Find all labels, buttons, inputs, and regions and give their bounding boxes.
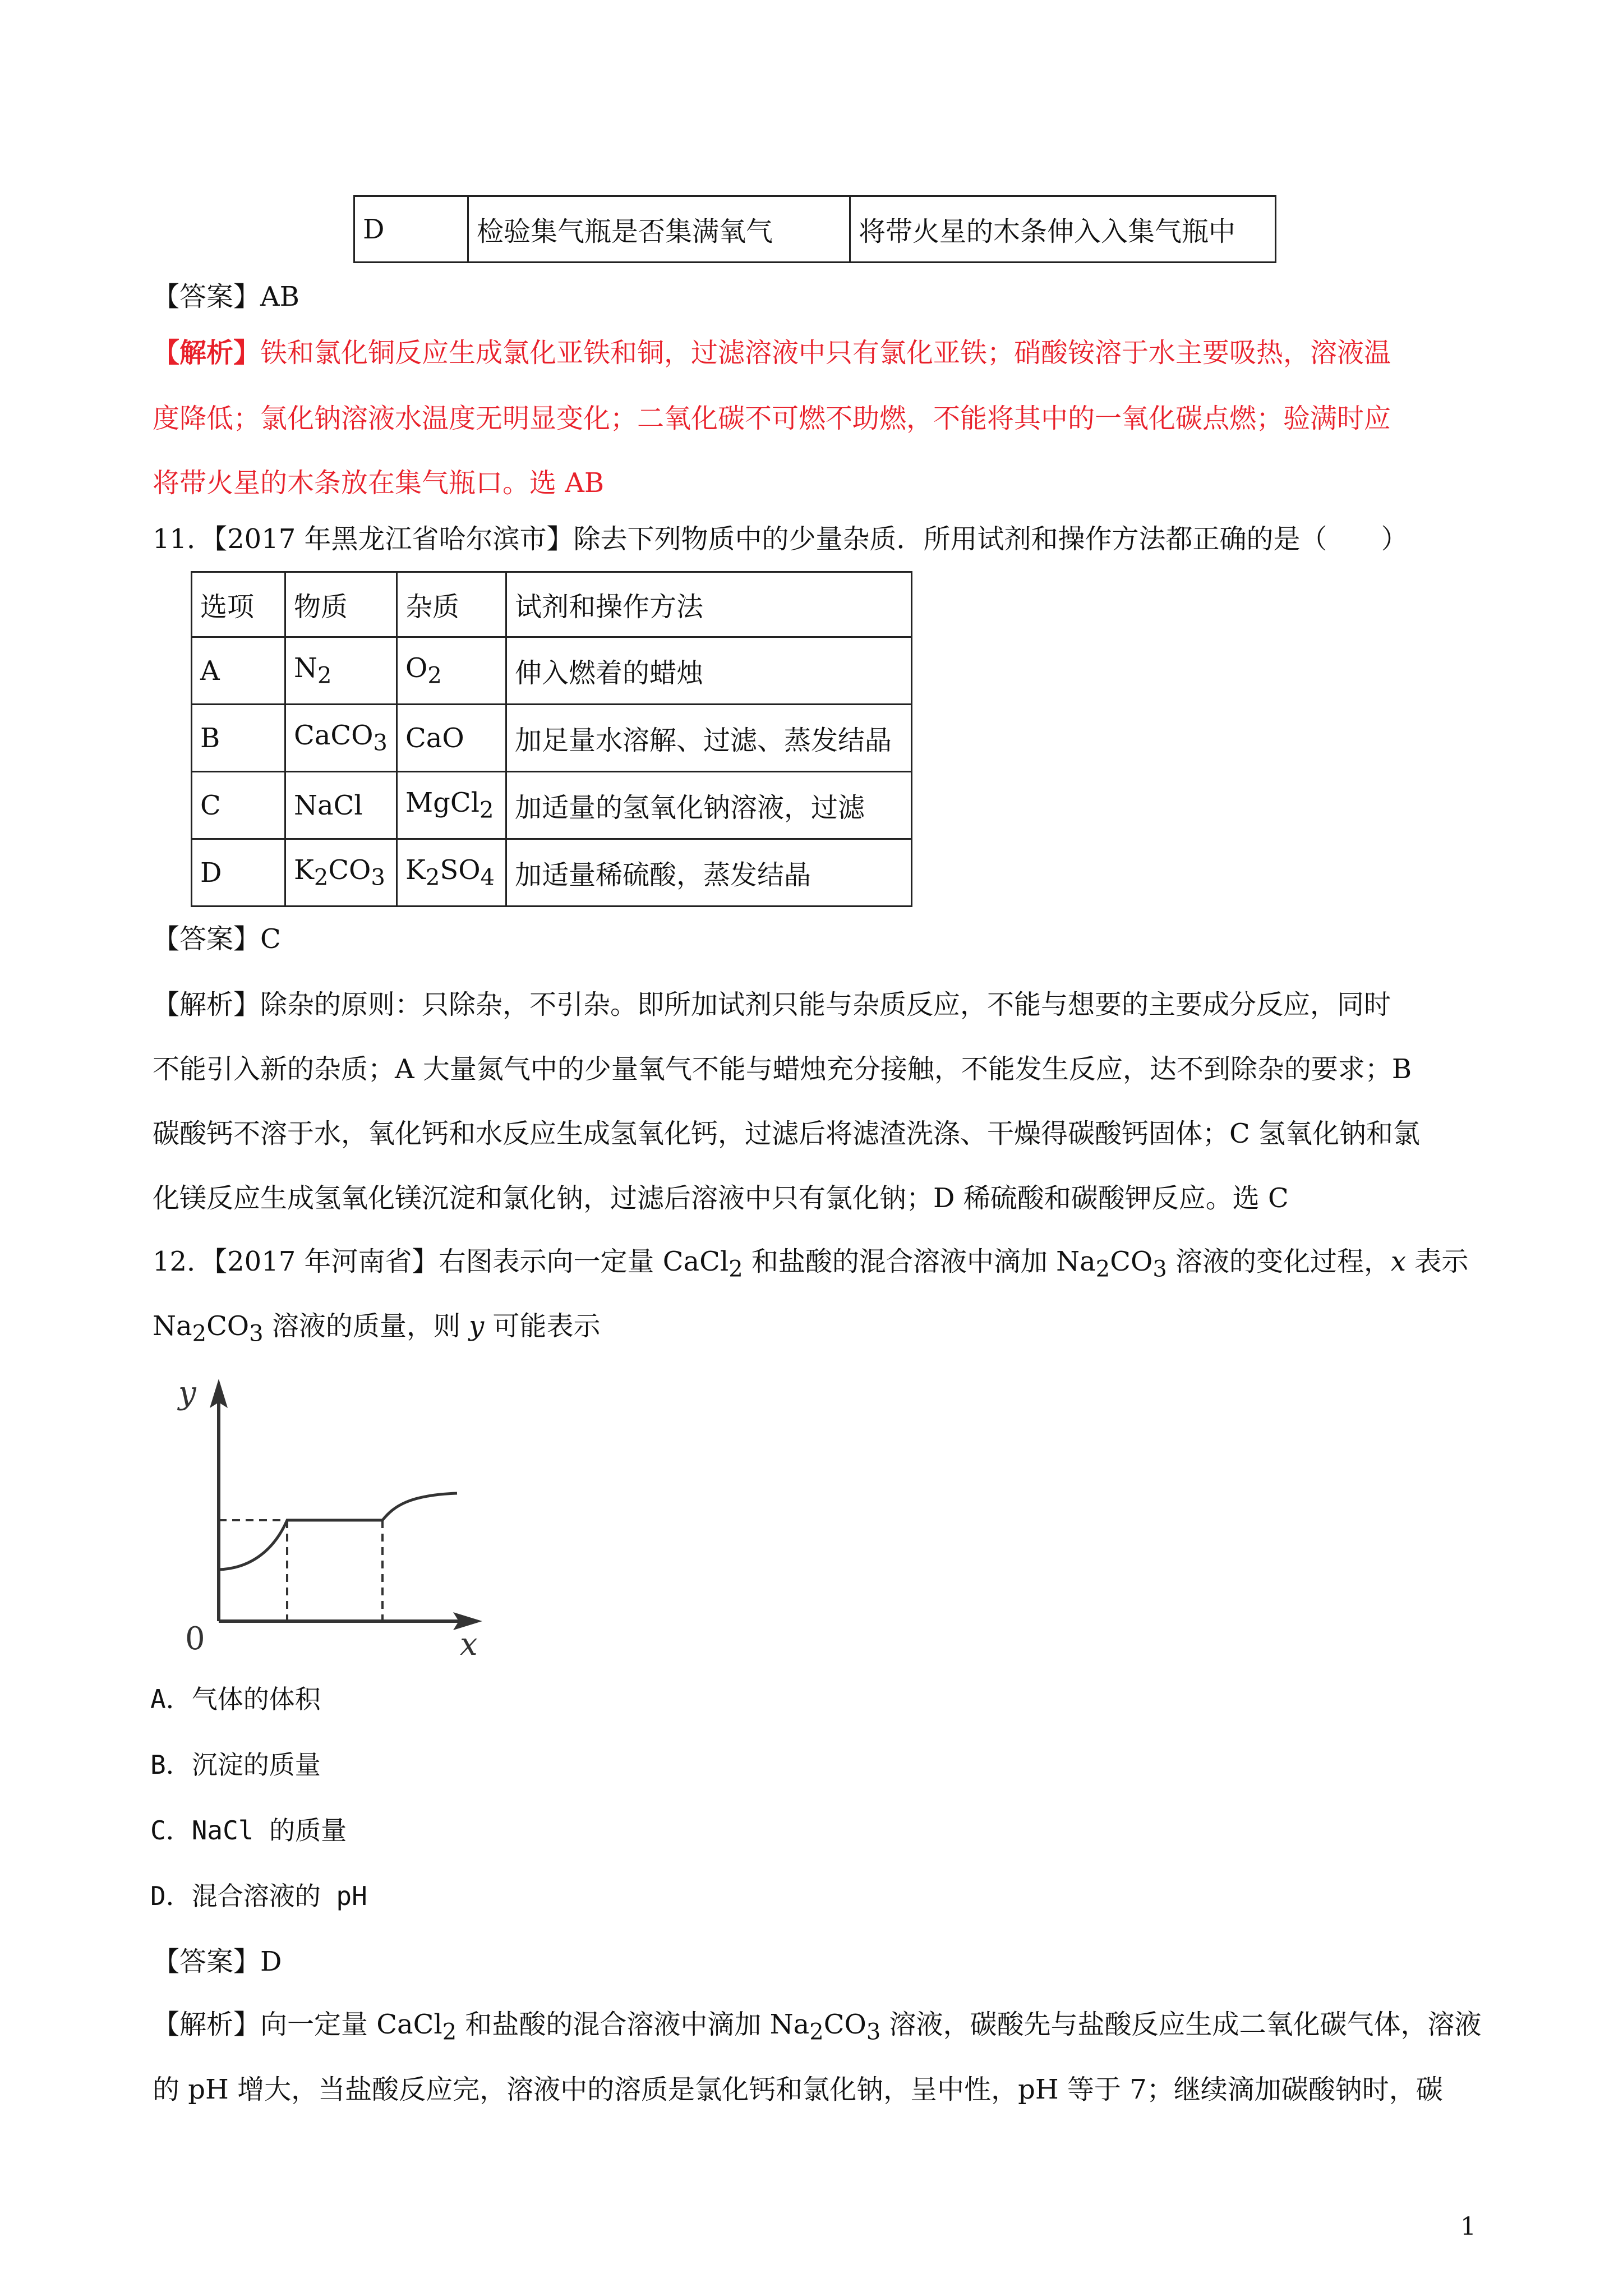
answer-11: 【答案】C	[153, 923, 281, 955]
y-axis-label: y	[178, 1375, 196, 1411]
analysis-11-line-4: 化镁反应生成氢氧化镁沉淀和氯化钠，过滤后溶液中只有氯化钠；D 稀硫酸和碳酸钾反应。选 C	[153, 1182, 1289, 1214]
question-12-line-1: 12．【2017 年河南省】右图表示向一定量 CaCl$_2$ 和盐酸的混合溶液中滴加 $Na_2CO_3$ 溶液的变化过程，x 表示	[153, 1246, 1469, 1282]
option-c: C．NaCl 的质量	[150, 1815, 347, 1846]
analysis-10-line-2: 度降低；氯化钠溶液水温度无明显变化；二氧化碳不可燃不助燃，不能将其中的一氧化碳点燃；验满时应	[153, 403, 1391, 434]
question-12-line-2: $Na_2CO_3$ 溶液的质量，则 y 可能表示	[153, 1310, 601, 1347]
answer-12: 【答案】D	[153, 1946, 282, 1977]
top-table-option: D	[354, 196, 468, 263]
question-11-stem: 11．【2017 年黑龙江省哈尔滨市】除去下列物质中的少量杂质．所用试剂和操作方法都正确的是（ ）	[153, 523, 1408, 555]
analysis-11-line-2: 不能引入新的杂质；A 大量氮气中的少量氧气不能与蜡烛充分接触，不能发生反应，达不到除杂的要求；B	[153, 1053, 1412, 1085]
q11-table-header: 选项 物质 杂质 试剂和操作方法	[192, 572, 912, 637]
question-12-graph	[163, 1369, 499, 1660]
table-row: A $N_2$ $O_2$ 伸入燃着的蜡烛	[192, 637, 912, 705]
option-a: A．气体的体积	[150, 1684, 321, 1714]
analysis-10-line-1: 【解析】铁和氯化铜反应生成氯化亚铁和铜，过滤溶液中只有氯化亚铁；硝酸铵溶于水主要吸热，溶液温	[153, 337, 1391, 369]
top-table-method: 将带火星的木条伸入入集气瓶中	[850, 196, 1276, 263]
analysis-12-line-1: 【解析】向一定量 CaCl$_2$ 和盐酸的混合溶液中滴加 $Na_2CO_3$ 溶液，碳酸先与盐酸反应生成二氧化碳气体，溶液	[153, 2009, 1482, 2045]
table-row: C NaCl MgCl$_2$ 加适量的氢氧化钠溶液，过滤	[192, 772, 912, 839]
option-b: B．沉淀的质量	[150, 1750, 321, 1780]
question-11-table	[191, 571, 912, 907]
table-row: B CaCO$_3$ CaO 加足量水溶解、过滤、蒸发结晶	[192, 705, 912, 772]
x-axis-label: x	[460, 1626, 478, 1660]
option-d: D．混合溶液的 pH	[150, 1881, 367, 1911]
table-row: D $K_2CO_3$ $K_2SO_4$ 加适量稀硫酸，蒸发结晶	[192, 839, 912, 907]
answer-10: 【答案】AB	[153, 281, 299, 312]
page-number: 1	[1460, 2212, 1476, 2241]
origin-label: 0	[185, 1621, 205, 1657]
top-table	[353, 195, 1276, 263]
analysis-11-line-3: 碳酸钙不溶于水，氧化钙和水反应生成氢氧化钙，过滤后将滤渣洗涤、干燥得碳酸钙固体；C 氢氧化钠和氯	[153, 1118, 1420, 1149]
analysis-11-line-1: 【解析】除杂的原则：只除杂，不引杂。即所加试剂只能与杂质反应，不能与想要的主要成分反应，同时	[153, 989, 1391, 1020]
analysis-12-line-2: 的 pH 增大，当盐酸反应完，溶液中的溶质是氯化钙和氯化钠，呈中性，pH 等于 7；继续滴加碳酸钠时，碳	[153, 2074, 1443, 2105]
graph-curve	[219, 1493, 457, 1570]
top-table-purpose: 检验集气瓶是否集满氧气	[468, 196, 850, 263]
analysis-10-line-3: 将带火星的木条放在集气瓶口。选 AB	[153, 467, 605, 499]
